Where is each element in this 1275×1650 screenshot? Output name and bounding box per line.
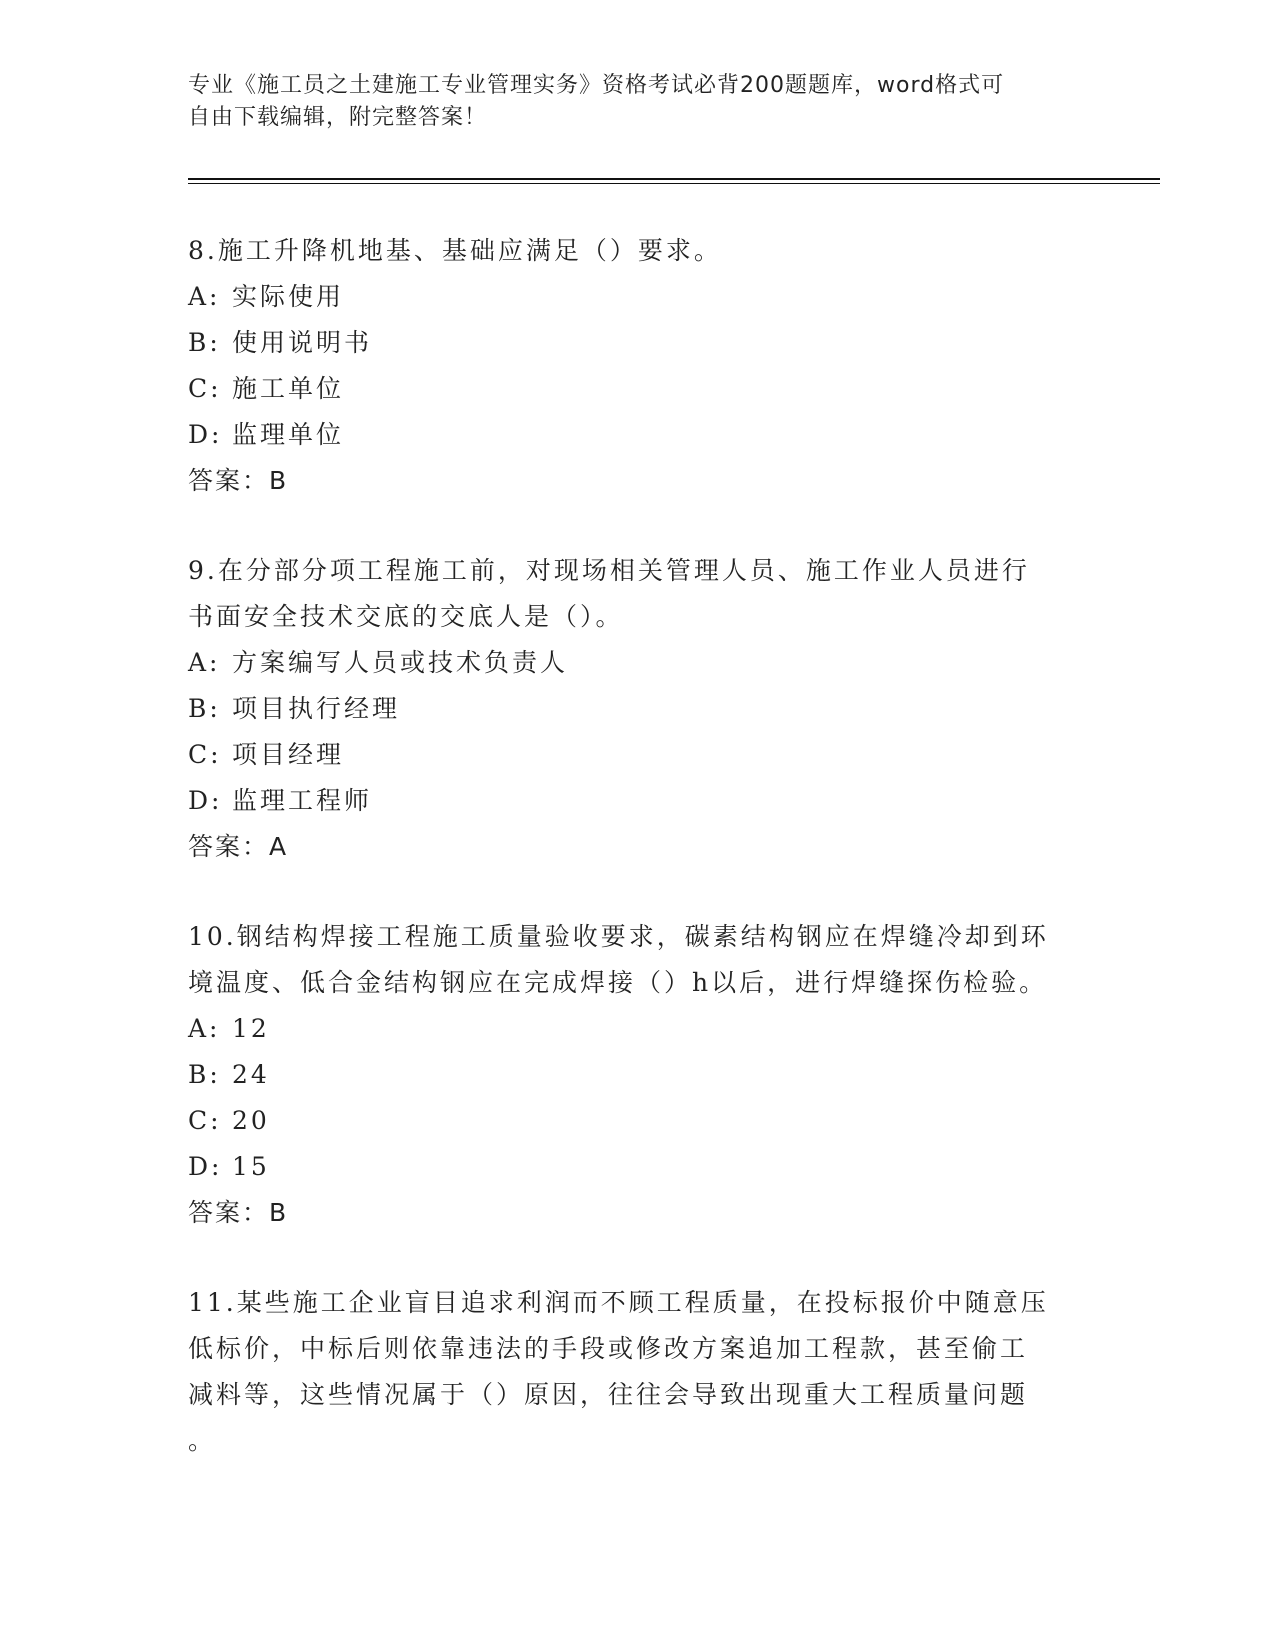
option-b: B: 使用说明书 <box>188 328 373 357</box>
question-9 <box>188 548 1088 870</box>
option-c: C: 项目经理 <box>188 740 345 769</box>
question-11 <box>188 1280 1088 1464</box>
header-divider-thin <box>188 183 1160 184</box>
option-a: A: 实际使用 <box>188 282 345 311</box>
document-header <box>188 70 1078 134</box>
question-text: 10.钢结构焊接工程施工质量验收要求，碳素结构钢应在焊缝冷却到环 <box>188 922 1049 951</box>
question-text: 境温度、低合金结构钢应在完成焊接（）h以后，进行焊缝探伤检验。 <box>188 968 1048 997</box>
option-c: C: 20 <box>188 1106 270 1135</box>
question-list <box>188 228 1088 1508</box>
question-text: 8.施工升降机地基、基础应满足（）要求。 <box>188 236 722 265</box>
answer: 答案：B <box>188 1198 289 1227</box>
answer: 答案：A <box>188 832 289 861</box>
option-c: C: 施工单位 <box>188 374 345 403</box>
question-text: 9.在分部分项工程施工前，对现场相关管理人员、施工作业人员进行 <box>188 556 1030 585</box>
header-line-2: 自由下载编辑，附完整答案！ <box>188 105 488 130</box>
question-text: 低标价，中标后则依靠违法的手段或修改方案追加工程款，甚至偷工 <box>188 1334 1029 1363</box>
option-b: B: 24 <box>188 1060 270 1089</box>
option-a: A: 12 <box>188 1014 270 1043</box>
question-text: 书面安全技术交底的交底人是（）。 <box>188 602 624 631</box>
question-text: 。 <box>188 1426 217 1455</box>
question-text: 减料等，这些情况属于（）原因，往往会导致出现重大工程质量问题 <box>188 1380 1029 1409</box>
header-line-1: 专业《施工员之土建施工专业管理实务》资格考试必背200题题库，word格式可 <box>188 73 1005 98</box>
option-d: D: 15 <box>188 1152 270 1181</box>
option-a: A: 方案编写人员或技术负责人 <box>188 648 569 677</box>
header-divider-thick <box>188 178 1160 180</box>
option-d: D: 监理工程师 <box>188 786 373 815</box>
question-text: 11.某些施工企业盲目追求利润而不顾工程质量，在投标报价中随意压 <box>188 1288 1049 1317</box>
question-8 <box>188 228 1088 504</box>
option-d: D: 监理单位 <box>188 420 345 449</box>
option-b: B: 项目执行经理 <box>188 694 401 723</box>
question-10 <box>188 914 1088 1236</box>
answer: 答案：B <box>188 466 289 495</box>
